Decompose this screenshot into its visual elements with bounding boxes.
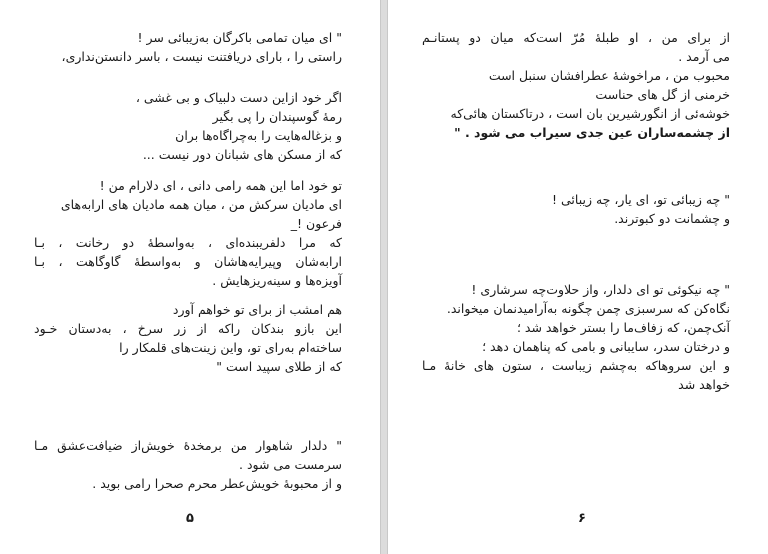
stanza-2 (34, 88, 342, 164)
verse-line: رمه‌ٔ گوسپندان را پی بگیر (212, 109, 342, 124)
verse-line: و از محبوبه‌ٔ خویش‌عطر محرم صحرا رامی بوید . (92, 476, 342, 491)
verse-line: آویزه‌ها و سینه‌ریزهایش . (212, 273, 342, 288)
stanza-2 (422, 190, 730, 228)
verse-line: این بازو بندکان راکه از زر سرخ ، به‌دستان خـود (34, 321, 342, 336)
verse-line: خواهد شد (678, 377, 730, 392)
verse-line: خرمنی از گل های حناست (595, 87, 730, 102)
verse-line: و چشمانت دو کبوترند. (614, 211, 730, 226)
page-number: ۵ (186, 511, 194, 526)
left-page (0, 0, 381, 554)
verse-line: که مرا دلفریبنده‌ای ، به‌واسطه‌ٔ دو رخانت ، بـا (34, 235, 342, 250)
stanza-1 (34, 28, 342, 66)
verse-line: و این سروهاکه به‌چشم زیباست ، ستون های خانه‌ٔ مـا (422, 358, 730, 373)
verse-line: " چه نیکوئی تو ای دلدار، واز حلاوت‌چه سرشاری ! (471, 282, 730, 297)
verse-line: فرعون !_ (290, 216, 342, 231)
verse-line: می آرمد . (678, 49, 730, 64)
verse-line: از برای من ، او طبله‌ٔ مُرّ است‌که میان دو پستانـم (422, 30, 730, 45)
verse-line: و درختان سدر، سایبانی و بامی که پناهمان دهد ؛ (482, 339, 730, 354)
verse-line: محبوب من ، مراخوشه‌ٔ عطرافشان سنبل است (488, 68, 730, 83)
verse-line: نگاه‌کن که سرسبزی چمن چگونه به‌آرامیدنمان میخواند. (446, 301, 730, 316)
stanza-5 (34, 436, 342, 493)
verse-line: از چشمه‌ساران عین جدی سیراب می شود . " (454, 125, 730, 140)
verse-line: ای مادیان سرکش من ، میان همه مادیان های ارابه‌های (60, 197, 342, 212)
verse-line: راستی را ، بارای دریافتنت نیست ، باسر دانستن‌نداری، (61, 49, 342, 64)
stanza-3 (34, 176, 342, 290)
verse-line: " چه زیبائی تو، ای یار، چه زیبائی ! (552, 192, 730, 207)
verse-line: تو خود اما این همه رامی دانی ، ای دلارام من ! (99, 178, 342, 193)
stanza-4 (34, 300, 342, 376)
verse-line: که از مسکن های شبانان دور نیست ... (142, 147, 342, 162)
verse-line: که از طلای سپید است " (216, 359, 342, 374)
verse-line: ارابه‌شان وپیرایه‌هاشان و به‌واسطه‌ٔ گاوگاهت ، بـا (34, 254, 342, 269)
stanza-1 (422, 28, 730, 142)
verse-line: اگر خود ازاین دست دلبیاک و بی غشی ، (135, 90, 342, 105)
verse-line: آنک‌چمن، که زفاف‌ما را بستر خواهد شد ؛ (516, 320, 730, 335)
verse-line: " ای میان تمامی باکرگان به‌زیبائی سر ! (137, 30, 342, 45)
stanza-3 (422, 280, 730, 394)
verse-line: خوشه‌ئی از انگورشیرین بان است ، درتاکستان هائی‌که (450, 106, 730, 121)
verse-line: سرمست می شود . (239, 457, 342, 472)
verse-line: ساخته‌ام به‌رای تو، واین زینت‌های قلمکار را (119, 340, 342, 355)
verse-line: هم امشب از برای تو خواهم آورد (172, 302, 342, 317)
verse-line: " دلدار شاهوار من برمخده‌ٔ خویش‌از ضیافت‌عشق مـا (34, 438, 342, 453)
right-page (387, 0, 768, 554)
verse-line: و بزغاله‌هایت را به‌چراگاه‌ها بران (175, 128, 342, 143)
page-number: ۶ (578, 511, 586, 526)
